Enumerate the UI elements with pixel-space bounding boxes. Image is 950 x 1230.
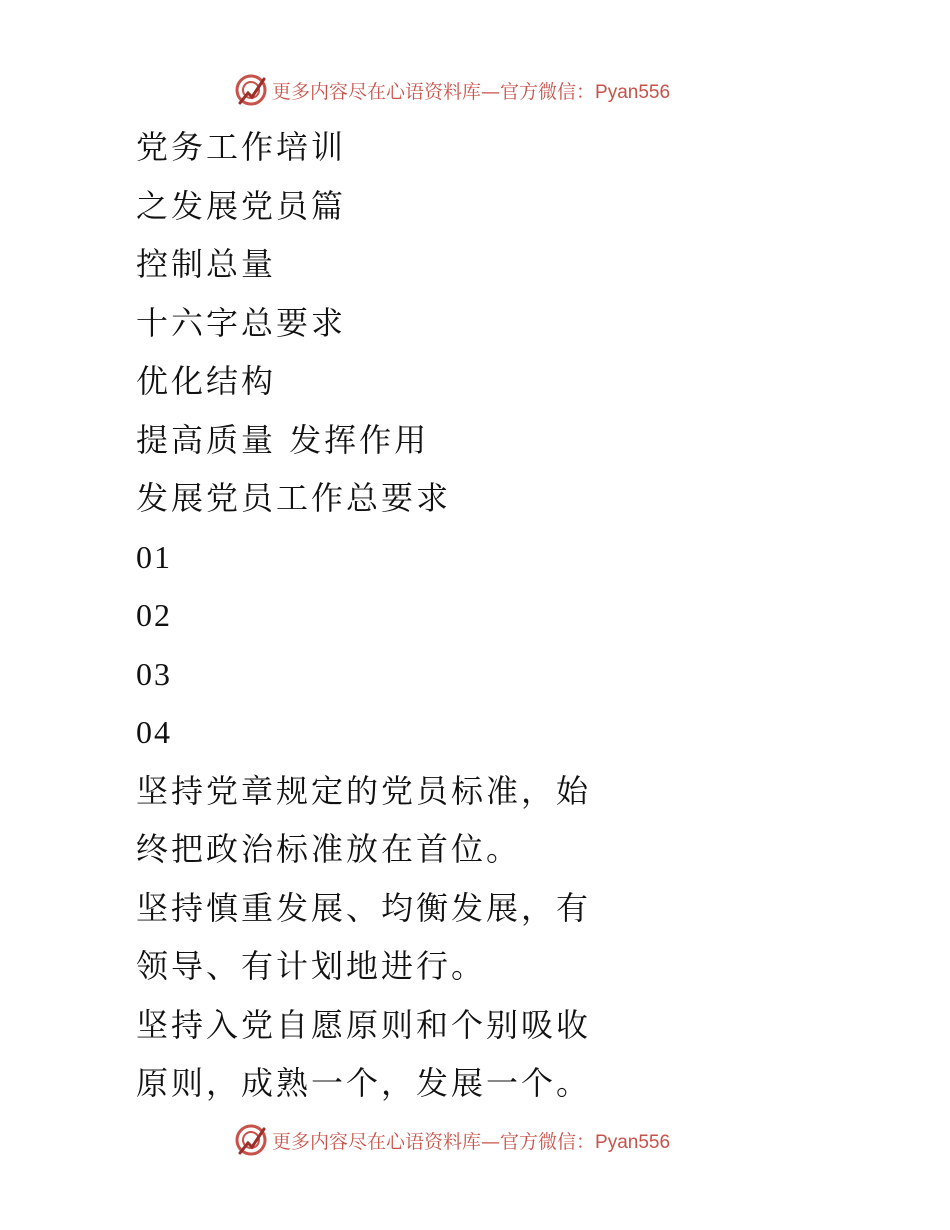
body-number-line: 04: [136, 714, 172, 750]
body-line: 发展党员工作总要求: [136, 479, 452, 517]
header-watermark-banner: [234, 72, 670, 108]
body-number-line: 02: [136, 597, 172, 633]
banner-wechat-id: Pyan556: [595, 81, 671, 103]
ribbon-seal-icon: [234, 1123, 268, 1157]
banner-main-text: 更多内容尽在心语资料库—官方微信：: [272, 80, 596, 103]
body-line: 之发展党员篇: [136, 186, 347, 225]
document-body: [136, 118, 836, 1113]
body-line: 原则，成熟一个，发展一个。: [136, 1064, 592, 1102]
banner-main-text: 更多内容尽在心语资料库—官方微信：: [272, 1130, 596, 1153]
body-line: 优化结构: [136, 362, 277, 400]
footer-watermark-banner: [234, 1122, 670, 1158]
body-number-line: 03: [136, 655, 172, 692]
body-line: 坚持入党自愿原则和个别吸收: [136, 1005, 592, 1044]
body-line: 坚持党章规定的党员标准，始: [136, 771, 592, 810]
body-line: 坚持慎重发展、均衡发展，有: [136, 888, 592, 927]
body-line: 领导、有计划地进行。: [136, 947, 487, 985]
body-line: 十六字总要求: [136, 303, 347, 342]
body-line: 党务工作培训: [136, 128, 347, 166]
body-number-line: 01: [136, 538, 172, 575]
ribbon-seal-icon: [234, 73, 268, 107]
body-line: 控制总量: [136, 245, 277, 283]
body-line: 终把政治标准放在首位。: [136, 830, 522, 868]
body-line: 提高质量 发挥作用: [136, 420, 430, 459]
banner-wechat-id: Pyan556: [595, 1131, 671, 1153]
